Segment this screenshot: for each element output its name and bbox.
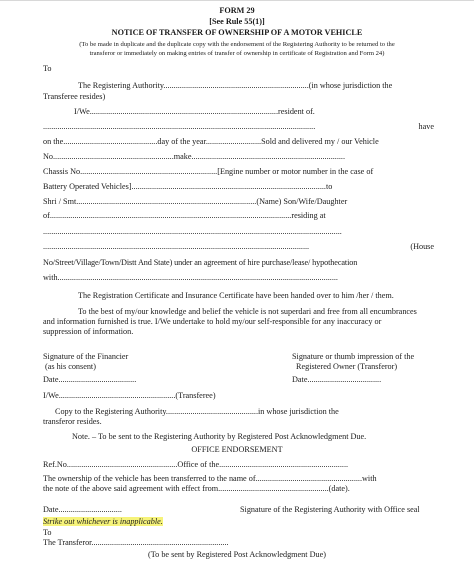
ref-no-line: Ref.No......................................................Office of the............................................................... <box>43 460 349 469</box>
instruction-line-1: (To be made in duplicate and the duplicate copy with the endorsement of the Registering Authority to be returned to the <box>79 41 395 48</box>
address-dots-2: .................................................................................................................................................. <box>43 227 342 236</box>
owner-transferor: Registered Owner (Transferor) <box>296 362 398 371</box>
knowledge-line-3: suppression of information. <box>43 327 134 336</box>
financier-consent: (as his consent) <box>45 362 96 371</box>
effect-from-line: the note of the above said agreement with effect from......................................................(date). <box>43 484 350 493</box>
knowledge-line-1: To the best of my/our knowledge and belief the vehicle is not superdari and free from all encumbrances <box>78 307 417 316</box>
vehicle-no-make-line: No...........................................................make........................................................................... <box>43 152 346 161</box>
house-dots: .................................................................................................................................. <box>43 242 310 251</box>
form-number: FORM 29 <box>219 6 255 15</box>
registering-authority-signature: Signature of the Registering Authority with Office seal <box>240 505 420 514</box>
to-transferor-label: To <box>43 528 52 537</box>
iwe-resident-line: I/We............................................................................................resident of. <box>74 107 315 116</box>
highlighted-text: Strike out whichever is inapplicable. <box>43 517 163 526</box>
with-line: with......................................................................................................................................... <box>43 273 338 282</box>
office-endorsement-heading: OFFICE ENDORSEMENT <box>191 445 283 454</box>
sold-delivered-line: on the..............................................day of the year...........................Sold and delivered my / our Vehicle <box>43 137 379 146</box>
endorsement-date: Date............................... <box>43 505 122 514</box>
transferor-resides: transferor resides. <box>43 417 102 426</box>
transferee-resides: Transferee resides) <box>43 92 106 101</box>
copy-to-ra-line: Copy to the Registering Authority.............................................in whose jurisdiction the <box>55 407 339 416</box>
shri-smt-line: Shri / Smt........................................................................................(Name) Son/Wife/Daughter <box>43 197 348 206</box>
owner-date: Date.................................... <box>292 375 382 384</box>
house-word: (House <box>410 242 434 251</box>
ownership-transferred-line: The ownership of the vehicle has been transferred to the name of....................................................with <box>43 474 377 483</box>
registering-authority-line: The Registering Authority.......................................................................(in whose jurisdiction the <box>78 81 393 90</box>
hire-purchase-line: No/Street/Village/Town/Distt And State) under an agreement of hire purchase/lease/ hypothecation <box>43 258 358 267</box>
top-border <box>0 0 474 1</box>
financier-date: Date...................................... <box>43 375 137 384</box>
footer-note: (To be sent by Registered Post Acknowledgment Due) <box>148 550 326 559</box>
strike-out-note <box>43 517 163 527</box>
transferor-line: The Transferor................................................................... <box>43 538 229 547</box>
residing-at-line: of......................................................................................................................residing at <box>43 211 326 220</box>
address-dots: ..................................................................................................................................... <box>43 122 316 131</box>
battery-vehicles-line: Battery Operated Vehicles]...............................................................................................to <box>43 182 333 191</box>
instruction-line-2: transferor or immediately on making entries of transfer of ownership in certificate of Registration and Form 24) <box>89 50 385 57</box>
owner-signature: Signature or thumb impression of the <box>292 352 415 361</box>
note-line: Note. – To be sent to the Registering Authority by Registered Post Acknowledgment Due. <box>72 432 367 441</box>
rc-handed-over-line: The Registration Certificate and Insurance Certificate have been handed over to him /her / them. <box>78 291 394 300</box>
form-title: NOTICE OF TRANSFER OF OWNERSHIP OF A MOTOR VEHICLE <box>111 28 363 37</box>
financier-signature: Signature of the Financier <box>43 352 129 361</box>
chassis-line: Chassis No...................................................................[Engine number or motor number in the case of <box>43 167 374 176</box>
knowledge-line-2: and information furnished is true. I/We undertake to hold my/our self-responsible for any inaccuracy or <box>43 317 382 326</box>
transferee-line: I/We.........................................................(Transferee) <box>43 391 216 400</box>
rule-reference: [See Rule 55(1)] <box>209 17 265 26</box>
to-label: To <box>43 64 52 73</box>
have-word: have <box>418 122 434 131</box>
